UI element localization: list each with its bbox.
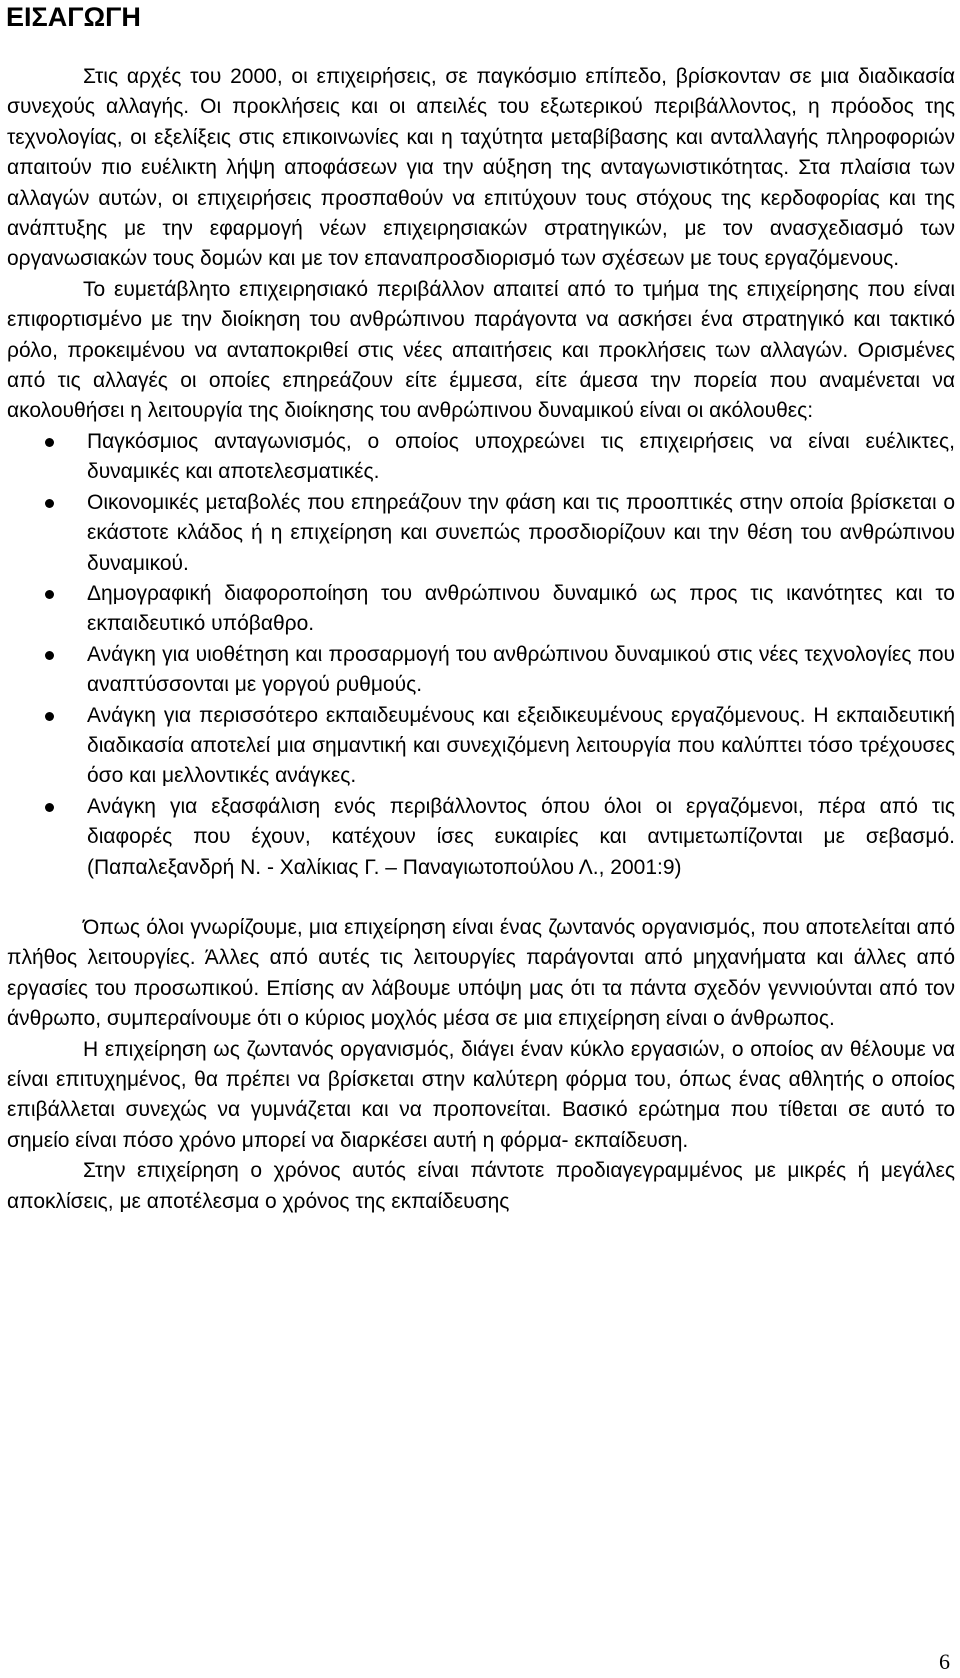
body-paragraph-2: Η επιχείρηση ως ζωντανός οργανισμός, διάγει έναν κύκλο εργασιών, ο οποίος αν θέλουμε να είναι επιτυχημένος, θα πρέπει να βρίσκεται στην καλύτερη φόρμα του, όπως ένας αθλητής ο οποίος επιβάλλεται συνεχώς να γυμνάζεται και να προπονείται. Βασικό ερώτημα που τίθεται σε αυτό το σημείο είναι πόσο χρόνο μπορεί να διαρκέσει αυτή η φόρμα- εκπαίδευση. xyxy=(7,1037,955,1152)
document-body xyxy=(7,62,955,1217)
intro-paragraph-1: Στις αρχές του 2000, οι επιχειρήσεις, σε παγκόσμιο επίπεδο, βρίσκονταν σε μια διαδικασία συνεχούς αλλαγής. Οι προκλήσεις και οι απειλές του εξωτερικού περιβάλλοντος, η πρόοδος της τεχνολογίας, οι εξελίξεις στις επικοινωνίες και η ταχύτητα μεταβίβασης και ανταλλαγής πληροφοριών απαιτούν πιο ευέλικτη λήψη αποφάσεων για την αύξηση της ανταγωνιστικότητας. Στα πλαίσια των αλλαγών αυτών, οι επιχειρήσεις προσπαθούν να επιτύχουν τους στόχους της κερδοφορίας και της ανάπτυξης με την εφαρμογή νέων επιχειρησιακών στρατηγικών, με τον ανασχεδιασμό των οργανωσιακών τους δομών και με τον επαναπροσδιορισμό των σχέσεων με τους εργαζόμενους. xyxy=(7,65,955,271)
bullet-icon xyxy=(45,590,54,599)
bullet-text: Δημογραφική διαφοροποίηση του ανθρώπινου δυναμικό ως προς τις ικανότητες και το εκπαιδευτικό υπόβαθρο. xyxy=(87,581,955,636)
bullet-icon xyxy=(45,438,54,447)
bullet-item xyxy=(7,579,955,640)
bullet-text: Ανάγκη για εξασφάλιση ενός περιβάλλοντος όπου όλοι οι εργαζόμενοι, πέρα από τις διαφορές που έχουν, κατέχουν ίσες ευκαιρίες και αντιμετωπίζονται με σεβασμό. (Παπαλεξανδρή Ν. - Χαλίκιας Γ. – Παναγιωτοπούλου Λ., 2001:9) xyxy=(87,794,955,879)
bullet-icon xyxy=(45,651,54,660)
bullet-text: Ανάγκη για υιοθέτηση και προσαρμογή του ανθρώπινου δυναμικού στις νέες τεχνολογίες που αναπτύσσονται με γοργού ρυθμούς. xyxy=(87,642,955,697)
intro-paragraph-2: Το ευμετάβλητο επιχειρησιακό περιβάλλον απαιτεί από το τμήμα της επιχείρησης που είναι επιφορτισμένο με την διοίκηση του ανθρώπινου παράγοντα να ασκήσει ένα στρατηγικό και τακτικό ρόλο, προκειμένου να ανταποκριθεί στις νέες απαιτήσεις και προκλήσεις των αλλαγών. Ορισμένες από τις αλλαγές οι οποίες επηρεάζουν είτε έμμεσα, είτε άμεσα την πορεία που αναμένεται να ακολουθήσει η λειτουργία της διοίκησης του ανθρώπινου δυναμικού είναι οι ακόλουθες: xyxy=(7,277,955,423)
bullet-icon xyxy=(45,712,54,721)
bullet-text: Ανάγκη για περισσότερο εκπαιδευμένους και εξειδικευμένους εργαζόμενους. Η εκπαιδευτική διαδικασία αποτελεί μια σημαντική και συνεχιζόμενη λειτουργία που καλύπτει τόσο τρέχουσες όσο και μελλοντικές ανάγκες. xyxy=(87,703,955,788)
bullet-item xyxy=(7,488,955,579)
bullet-item xyxy=(7,792,955,883)
page-number: 6 xyxy=(939,1649,950,1674)
bullet-text: Οικονομικές μεταβολές που επηρεάζουν την φάση και τις προοπτικές στην οποία βρίσκεται ο εκάστοτε κλάδος ή η επιχείρηση και συνεπώς προσδιορίζουν και την θέση του ανθρώπινου δυναμικού. xyxy=(87,490,955,575)
bullet-icon xyxy=(45,499,54,508)
body-paragraph-3: Στην επιχείρηση ο χρόνος αυτός είναι πάντοτε προδιαγεγραμμένος με μικρές ή μεγάλες αποκλίσεις, με αποτέλεσμα ο χρόνος της εκπαίδευσης xyxy=(7,1159,955,1213)
page-heading: ΕΙΣΑΓΩΓΗ xyxy=(6,2,141,32)
bullet-icon xyxy=(45,803,54,812)
changes-bullet-list xyxy=(7,427,955,883)
body-paragraph-1: Όπως όλοι γνωρίζουμε, μια επιχείρηση είναι ένας ζωντανός οργανισμός, που αποτελείται από πλήθος λειτουργίες. Άλλες από αυτές τις λειτουργίες παράγονται από μηχανήματα και άλλες από εργασίες του προσωπικού. Επίσης αν λάβουμε υπόψη μας ότι τα πάντα σχεδόν γεννιούνται από τον άνθρωπο, συμπεραίνουμε ότι ο κύριος μοχλός μέσα σε μια επιχείρηση είναι ο άνθρωπος. xyxy=(7,915,955,1031)
bullet-item xyxy=(7,640,955,701)
bullet-text: Παγκόσμιος ανταγωνισμός, ο οποίος υποχρεώνει τις επιχειρήσεις να είναι ευέλικτες, δυναμικές και αποτελεσματικές. xyxy=(87,429,955,484)
paragraph-gap xyxy=(7,883,955,913)
bullet-item xyxy=(7,701,955,792)
bullet-item xyxy=(7,427,955,488)
